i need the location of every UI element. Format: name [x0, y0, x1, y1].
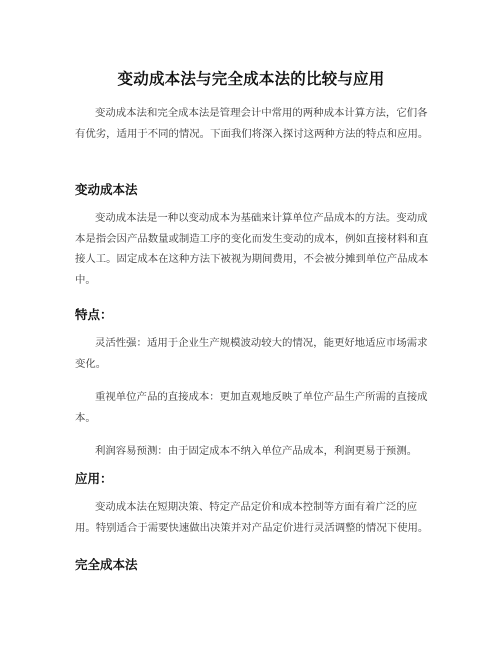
application-paragraph: 变动成本法在短期决策、特定产品定价和成本控制等方面有着广泛的应用。特别适合于需要快速做出决策并对产品定价进行灵活调整的情况下使用。 — [75, 501, 429, 534]
variable-costing-paragraph: 变动成本法是一种以变动成本为基础来计算单位产品成本的方法。变动成本是指会因产品数量或制造工序的变化而发生变动的成本，例如直接材料和直接人工。固定成本在这种方法下被视为期间费用，不会被分摊到单位产品成本中。 — [75, 212, 429, 286]
section-heading-full-costing: 完全成本法 — [75, 557, 138, 572]
document-title: 变动成本法与完全成本法的比较与应用 — [117, 70, 385, 88]
intro-paragraph: 变动成本法和完全成本法是管理会计中常用的两种成本计算方法，它们各有优劣，适用于不同的情况。下面我们将深入探讨这两种方法的特点和应用。 — [75, 107, 429, 140]
section-heading-features: 特点： — [75, 307, 113, 322]
feature-item-direct-cost: 重视单位产品的直接成本：更加直观地反映了单位产品生产所需的直接成本。 — [75, 391, 428, 424]
feature-item-flexibility: 灵活性强：适用于企业生产规模波动较大的情况，能更好地适应市场需求变化。 — [75, 337, 428, 370]
feature-item-profit-prediction: 利润容易预测：由于固定成本不纳入单位产品成本，利润更易于预测。 — [95, 445, 418, 457]
section-heading-application: 应用： — [75, 471, 113, 486]
section-heading-variable-costing: 变动成本法 — [75, 182, 138, 197]
